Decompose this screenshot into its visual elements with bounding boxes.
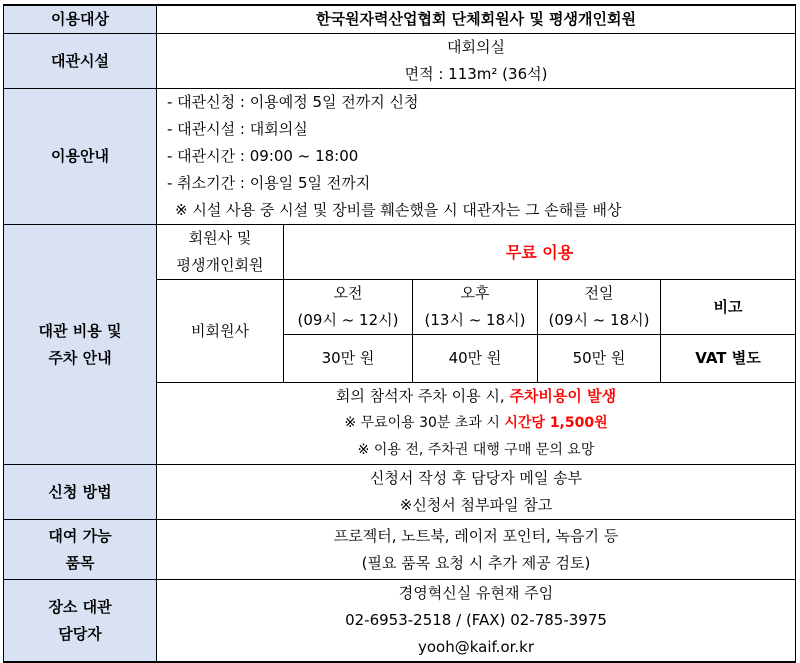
- guide-item: - 대관신청 : 이용예정 5일 전까지 신청: [167, 93, 419, 111]
- value-facility: [157, 34, 796, 89]
- apply-line1: 신청서 작성 후 담당자 메일 송부: [369, 469, 583, 487]
- row-facility: [4, 34, 796, 89]
- row-target: [4, 5, 796, 34]
- price-morning: 30만 원: [284, 335, 413, 383]
- member-label-line2: 평생개인회원: [176, 256, 264, 274]
- price-fullday: 50만 원: [538, 335, 661, 383]
- facility-area: 면적 : 113m² (36석): [404, 65, 548, 83]
- rental-line2: (필요 품목 요청 시 추가 제공 검토): [361, 553, 591, 572]
- row-fee-member: [4, 225, 796, 280]
- value-apply: [157, 465, 796, 520]
- col-afternoon: [413, 280, 538, 335]
- guide-note: ※ 시설 사용 중 시설 및 장비를 훼손했을 시 대관자는 그 손해를 배상: [175, 201, 622, 219]
- label-apply: 신청 방법: [4, 465, 157, 520]
- value-target: 한국원자력산업협회 단체회원사 및 평생개인회원: [157, 5, 796, 34]
- rental-line1: 프로젝터, 노트북, 레이저 포인터, 녹음기 등: [333, 526, 619, 545]
- guide-item: - 대관시간 : 09:00 ~ 18:00: [167, 147, 359, 165]
- parking-prefix: 회의 참석자 주차 이용 시,: [335, 387, 510, 405]
- row-apply: [4, 465, 796, 520]
- row-guide: [4, 89, 796, 225]
- col-name: 전일: [584, 284, 614, 302]
- value-contact: [157, 580, 796, 663]
- label-contact: [4, 580, 157, 663]
- col-time: (09시 ~ 18시): [548, 311, 650, 329]
- parking-note2: ※ 이용 전, 주차권 대행 구매 문의 요망: [357, 442, 595, 458]
- label-fee: [4, 225, 157, 465]
- label-contact-line1: 장소 대관: [48, 597, 112, 616]
- parking-note: [157, 410, 795, 437]
- label-facility: 대관시설: [4, 34, 157, 89]
- price-afternoon: 40만 원: [413, 335, 538, 383]
- guide-item: - 취소기간 : 이용일 5일 전까지: [167, 174, 371, 192]
- parking-info: [157, 383, 796, 465]
- remark-header: 비고: [661, 280, 796, 335]
- rental-info-table: [3, 4, 796, 663]
- col-morning: [284, 280, 413, 335]
- label-contact-line2: 담당자: [58, 624, 102, 643]
- apply-line2: ※신청서 첨부파일 참고: [399, 496, 553, 514]
- col-fullday: [538, 280, 661, 335]
- member-fee: 무료 이용: [284, 225, 796, 280]
- col-name: 오후: [460, 284, 490, 302]
- label-target: 이용대상: [4, 5, 157, 34]
- label-guide: 이용안내: [4, 89, 157, 225]
- col-time: (09시 ~ 12시): [297, 311, 399, 329]
- member-label: [157, 225, 284, 280]
- label-rental-line2: 품목: [65, 553, 95, 572]
- parking-line: [157, 383, 795, 410]
- parking-note-highlight: 시간당 1,500원: [504, 415, 608, 431]
- contact-person: 경영혁신실 유현재 주임: [398, 584, 554, 602]
- row-contact: [4, 580, 796, 663]
- contact-phone: 02-6953-2518 / (FAX) 02-785-3975: [345, 611, 607, 629]
- facility-name: 대회의실: [447, 38, 505, 56]
- member-label-line1: 회원사 및: [188, 229, 252, 247]
- value-rental: [157, 520, 796, 580]
- label-rental: [4, 520, 157, 580]
- guide-item: - 대관시설 : 대회의실: [167, 120, 308, 138]
- remark-value: VAT 별도: [661, 335, 796, 383]
- label-rental-line1: 대여 가능: [48, 526, 112, 545]
- contact-email[interactable]: yooh@kaif.or.kr: [417, 638, 535, 656]
- value-guide: [157, 89, 796, 225]
- row-rental: [4, 520, 796, 580]
- parking-note-prefix: ※ 무료이용 30분 초과 시: [344, 415, 505, 431]
- label-fee-line2: 주차 안내: [48, 348, 112, 367]
- parking-highlight: 주차비용이 발생: [509, 387, 617, 405]
- col-name: 오전: [333, 284, 363, 302]
- nonmember-label: 비회원사: [157, 280, 284, 383]
- col-time: (13시 ~ 18시): [424, 311, 526, 329]
- label-fee-line1: 대관 비용 및: [38, 321, 122, 340]
